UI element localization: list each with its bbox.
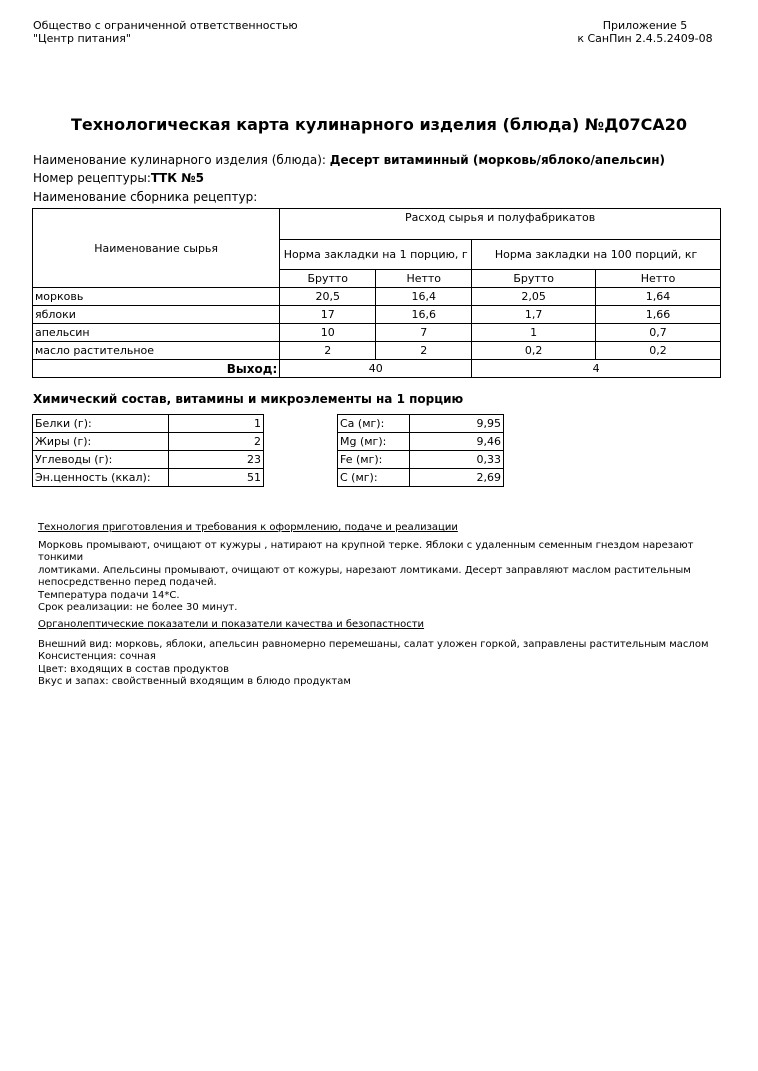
header-per-portion: Норма закладки на 1 порцию, г [280,239,472,269]
nutrient-label: Углеводы (г): [33,451,169,469]
org-line-1: Общество с ограниченной ответственностью [33,19,298,32]
organoleptic-line: Цвет: входящих в состав продуктов [38,663,229,675]
header-netto-100: Нетто [596,269,721,287]
mineral-value: 9,46 [409,433,503,451]
nutrient-value: 51 [168,469,263,487]
ingredient-name: морковь [33,288,280,306]
table-row [33,342,721,360]
dish-name-line [33,153,665,167]
table-row [338,433,504,451]
output-label: Выход: [33,360,280,378]
technology-line: Морковь промывают, очищают от кужуры , натирают на крупной терке. Яблоки с удаленным семенным гнездом нарезают тонкими [38,539,694,563]
recipe-label: Номер рецептуры: [33,171,151,185]
nutrient-value: 2 [168,433,263,451]
mineral-value: 0,33 [409,451,503,469]
technology-line: Температура подачи 14*С. [38,589,180,601]
chemistry-title: Химический состав, витамины и микроэлементы на 1 порцию [33,392,464,406]
table-row [33,324,721,342]
nutrient-label: Жиры (г): [33,433,169,451]
header-ingredient-name: Наименование сырья [33,209,280,288]
header-consumption: Расход сырья и полуфабрикатов [280,209,721,240]
table-row [33,415,264,433]
mineral-value: 9,95 [409,415,503,433]
mineral-label: Fe (мг): [338,451,410,469]
nutrient-value: 1 [168,415,263,433]
netto-100: 0,7 [596,324,721,342]
netto-100: 1,64 [596,288,721,306]
organoleptic-heading: Органолептические показатели и показатели качества и безопастности [38,619,425,630]
netto-portion: 7 [376,324,472,342]
ingredient-name: яблоки [33,306,280,324]
technology-section [38,522,728,615]
annex-line-1: Приложение 5 [602,19,688,32]
brutto-portion: 2 [280,342,376,360]
table-row [33,469,264,487]
organoleptic-line: Внешний вид: морковь, яблоки, апельсин равномерно перемешаны, салат уложен горкой, заправлены растительным маслом [38,638,709,650]
technology-heading: Технология приготовления и требования к оформлению, подаче и реализации [38,522,458,533]
brutto-100: 0,2 [472,342,596,360]
ingredient-name: апельсин [33,324,280,342]
output-hundred: 4 [472,360,721,378]
brutto-100: 2,05 [472,288,596,306]
brutto-100: 1,7 [472,306,596,324]
collection-label: Наименование сборника рецептур: [33,190,258,204]
mineral-label: C (мг): [338,469,410,487]
table-row [33,288,721,306]
technology-line: ломтиками. Апельсины промывают, очищают от кожуры, нарезают ломтиками. Десерт заправляют маслом растительным [38,564,691,576]
netto-portion: 16,6 [376,306,472,324]
annex-reference [560,19,730,45]
ingredients-table [32,208,721,378]
nutrient-label: Белки (г): [33,415,169,433]
org-line-2: "Центр питания" [33,32,131,45]
header-brutto-100: Брутто [472,269,596,287]
nutrient-label: Эн.ценность (ккал): [33,469,169,487]
header-netto-1: Нетто [376,269,472,287]
dish-value: Десерт витаминный (морковь/яблоко/апельсин) [329,153,666,167]
table-row [33,306,721,324]
brutto-portion: 17 [280,306,376,324]
document-title: Технологическая карта кулинарного изделия (блюда) №Д07СА20 [70,115,688,134]
netto-100: 0,2 [596,342,721,360]
table-row [33,433,264,451]
brutto-portion: 20,5 [280,288,376,306]
mineral-label: Mg (мг): [338,433,410,451]
header-per-100: Норма закладки на 100 порций, кг [472,239,721,269]
organoleptic-line: Консистенция: сочная [38,651,156,662]
table-row [338,469,504,487]
brutto-100: 1 [472,324,596,342]
dish-label: Наименование кулинарного изделия (блюда): [33,153,330,167]
nutrient-value: 23 [168,451,263,469]
recipe-number-line [33,171,204,185]
output-portion: 40 [280,360,472,378]
organoleptic-section [38,619,728,689]
technology-line: Срок реализации: не более 30 минут. [38,602,238,613]
chemistry-table-minerals [337,414,504,487]
recipe-value: ТТК №5 [150,171,205,185]
collection-line [33,190,257,204]
netto-portion: 16,4 [376,288,472,306]
annex-line-2: к СанПин 2.4.5.2409-08 [577,32,713,45]
table-row [338,415,504,433]
header-brutto-1: Брутто [280,269,376,287]
technology-line: непосредственно перед подачей. [38,577,217,588]
ingredient-name: масло растительное [33,342,280,360]
netto-portion: 2 [376,342,472,360]
table-row [33,451,264,469]
mineral-value: 2,69 [409,469,503,487]
organization-name [33,19,298,45]
mineral-label: Ca (мг): [338,415,410,433]
organoleptic-line: Вкус и запах: свойственный входящим в блюдо продуктам [38,676,351,687]
chemistry-table-macros [32,414,264,487]
table-row [338,451,504,469]
brutto-portion: 10 [280,324,376,342]
output-row [33,360,721,378]
netto-100: 1,66 [596,306,721,324]
